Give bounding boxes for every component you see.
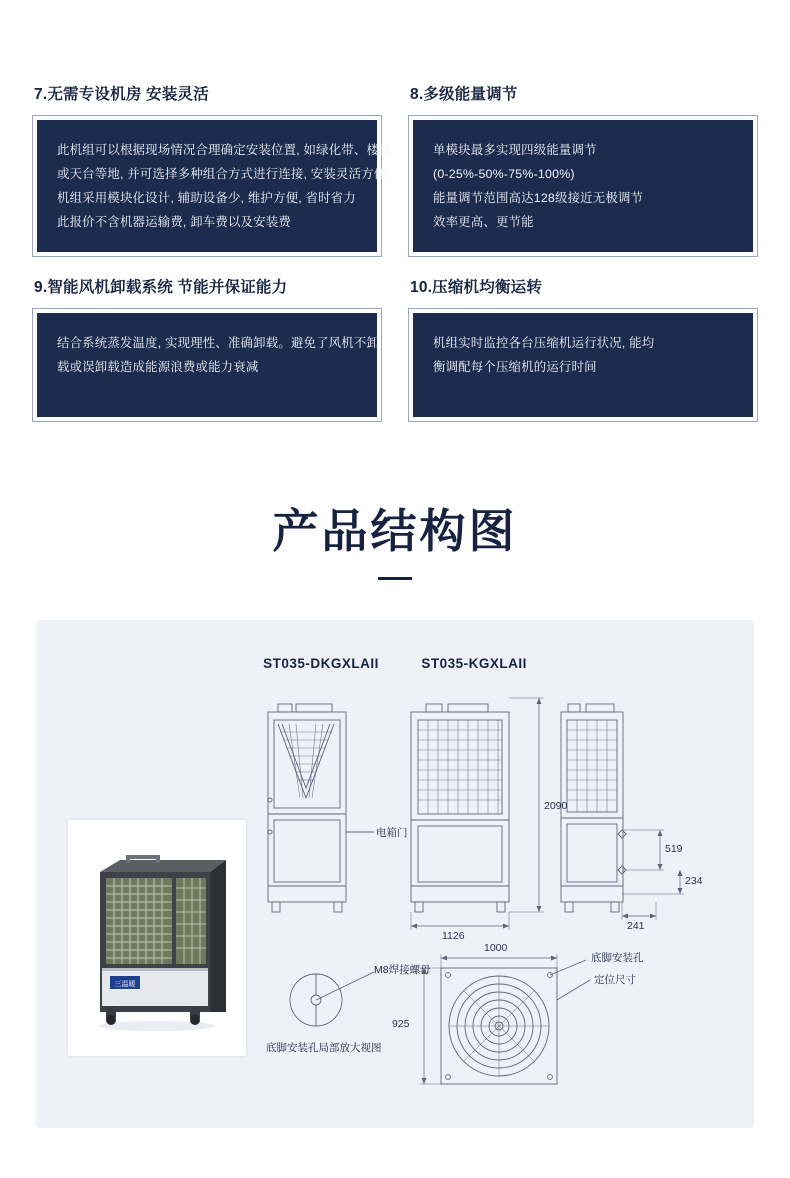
label-locating-dimension: 定位尺寸 (594, 974, 636, 986)
feature-line: 衡调配每个压缩机的运行时间 (433, 360, 597, 375)
feature-box-9 (32, 308, 382, 422)
feature-block-7 (32, 86, 392, 257)
feature-title-7: 7.无需专设机房 安装灵活 (34, 86, 209, 103)
feature-line: 机组实时监控各台压缩机运行状况, 能均 (433, 335, 655, 350)
feature-line: 结合系统蒸发温度, 实现理性、准确卸载。避免了风机不卸 (57, 335, 380, 350)
heading-divider (378, 577, 412, 580)
feature-line: 此报价不含机器运输费, 卸车费以及安装费 (57, 215, 291, 230)
heat-pump-unit-image (86, 844, 228, 1034)
dimension-side-c: 241 (627, 920, 645, 932)
structure-diagram-panel (36, 620, 754, 1128)
feature-body-10 (413, 313, 753, 417)
dimension-width: 1126 (442, 930, 465, 942)
feature-title-9: 9.智能风机卸载系统 节能并保证能力 (34, 279, 288, 297)
feature-line: 机组采用模块化设计, 辅助设备少, 维护方便, 省时省力 (57, 190, 356, 205)
feature-line: 单模块最多实现四级能量调节 (433, 142, 597, 157)
feature-title-10: 10.压缩机均衡运转 (410, 279, 543, 297)
dimension-side-a: 519 (665, 843, 683, 855)
feature-block-10 (408, 279, 758, 422)
feature-line: 此机组可以根据现场情况合理确定安装位置, 如绿化带、楼顶 (57, 142, 392, 157)
technical-drawings (256, 680, 736, 1110)
model-label-row (36, 656, 754, 671)
product-photo (68, 820, 246, 1056)
model-label-right: ST035-KGXLAII (421, 656, 527, 671)
feature-box-10 (408, 308, 758, 422)
feature-body-9 (37, 313, 380, 417)
dimension-side-b: 234 (685, 875, 703, 887)
brand-plate-text: 三温暖 (114, 981, 136, 988)
label-electric-box-door: 电箱门 (376, 827, 408, 839)
model-label-left: ST035-DKGXLAII (263, 656, 379, 671)
label-welded-nut: M8焊接螺母 (374, 964, 431, 976)
feature-line: 载或误卸载造成能源浪费或能力衰减 (57, 360, 259, 375)
feature-title-8: 8.多级能量调节 (410, 86, 518, 103)
dimension-height: 2090 (544, 800, 568, 812)
feature-list (32, 86, 758, 444)
dimension-top-depth: 925 (392, 1018, 410, 1030)
feature-line: (0-25%-50%-75%-100%) (433, 166, 575, 181)
feature-block-8 (408, 86, 758, 257)
feature-box-8 (408, 115, 758, 258)
label-foot-hole-detail: 底脚安装孔局部放大视图 (266, 1042, 382, 1054)
feature-block-9 (32, 279, 382, 422)
page-title: 产品结构图 (272, 506, 518, 557)
feature-box-7 (32, 115, 392, 258)
feature-line: 能量调节范围高达128级接近无极调节 (433, 190, 644, 205)
feature-body-7 (37, 120, 392, 253)
section-heading (0, 495, 790, 580)
feature-body-8 (413, 120, 753, 253)
dimension-top-width: 1000 (484, 942, 508, 954)
label-foot-mount-hole: 底脚安装孔 (591, 952, 644, 964)
feature-line: 效率更高、更节能 (433, 215, 534, 230)
feature-line: 或天台等地, 并可选择多种组合方式进行连接, 安装灵活方便 (57, 166, 387, 181)
